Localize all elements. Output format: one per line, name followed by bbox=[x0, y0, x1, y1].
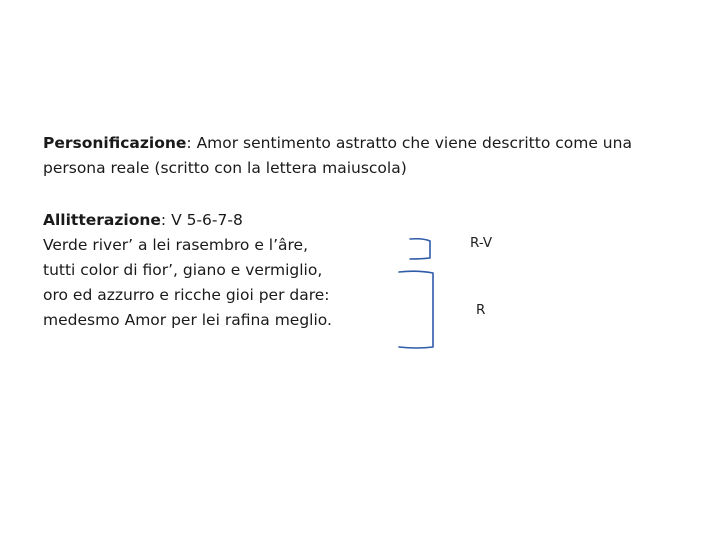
personificazione-colon: : bbox=[186, 134, 192, 152]
rhyme-label-rv: R-V bbox=[470, 235, 493, 251]
allitterazione-colon: : bbox=[160, 211, 167, 229]
personificazione-line-2: persona reale (scritto con la lettera maiuscola) bbox=[43, 159, 407, 177]
rhyme-label-r: R bbox=[476, 302, 486, 318]
personificazione-definition-1: Amor sentimento astratto che viene descritto come una bbox=[191, 134, 632, 152]
personificazione-term: Personificazione bbox=[43, 134, 187, 152]
allitterazione-scheme: V 5-6-7-8 bbox=[166, 211, 243, 229]
verse-2: tutti color di fior’, giano e vermiglio, bbox=[43, 261, 323, 279]
verse-1: Verde river’ a lei rasembro e l’âre, bbox=[43, 236, 309, 254]
allitterazione-term: Allitterazione bbox=[43, 211, 161, 229]
rhyme-bracket-top bbox=[410, 239, 430, 259]
verse-3: oro ed azzurro e ricche gioi per dare: bbox=[43, 286, 330, 304]
rhyme-bracket-bottom bbox=[399, 271, 433, 348]
verse-4: medesmo Amor per lei rafina meglio. bbox=[43, 311, 332, 329]
